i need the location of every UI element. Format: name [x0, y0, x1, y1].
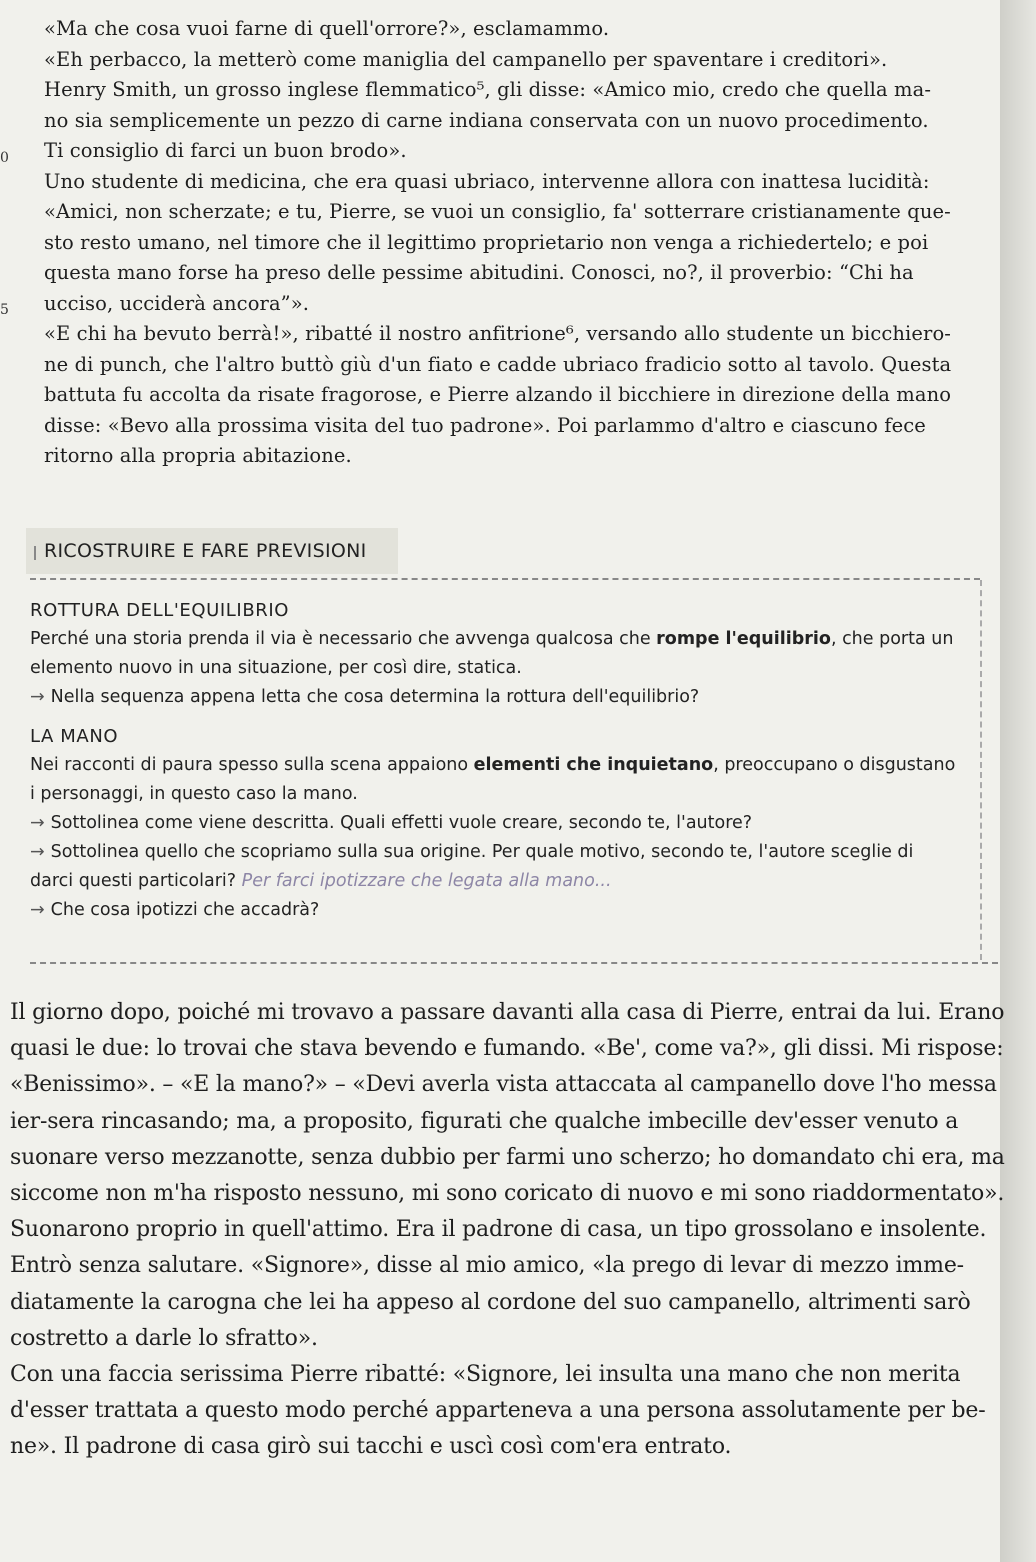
box-border-top	[30, 578, 980, 580]
text-line: «Eh perbacco, la metterò come maniglia del campanello per spaventare i creditori».	[44, 47, 888, 71]
story-excerpt-top	[44, 14, 974, 472]
text-line: ucciso, ucciderà ancora”».	[44, 291, 310, 315]
story-paragraph: Suonarono proprio in quell'attimo. Era il padrone di casa, un tipo grossolano e insolente. Entrò senza salutare. «Signore», disse al mio amico, «la prego di levar di mezzo imme-diatamente la carogna che lei ha appeso al cordone del suo campanello, altrimenti sarò costretto a darle lo sfratto».	[10, 1217, 987, 1351]
text-line: ritorno alla propria abitazione.	[44, 444, 352, 467]
tag-tick	[34, 546, 36, 560]
arrow-icon: →	[30, 842, 45, 862]
line-number: 5	[0, 302, 9, 318]
text-line: disse: «Bevo alla prossima visita del tuo padrone». Poi parlammo d'altro e ciascuno fece	[44, 413, 926, 437]
section-tag	[26, 528, 398, 574]
section-text: Nei racconti di paura spesso sulla scena appaiono elementi che inquietano, preoccupano o disgustano i personaggi, in questo caso la mano.	[30, 755, 956, 804]
text-line: «Ma che cosa vuoi farne di quell'orrore?», esclamammo.	[44, 17, 610, 40]
exercise-box	[30, 596, 960, 925]
text-line: sto resto umano, nel timore che il legittimo proprietario non venga a richiedertelo; e poi	[44, 230, 929, 254]
text-line: «E chi ha bevuto berrà!», ribatté il nostro anfitrione⁶, versando allo studente un bicchiero-	[44, 322, 951, 345]
arrow-icon: →	[30, 813, 45, 833]
text-line: Henry Smith, un grosso inglese flemmatico⁵, gli disse: «Amico mio, credo che quella ma-	[44, 78, 932, 101]
text-line: ne di punch, che l'altro buttò giù d'un fiato e cadde ubriaco fradicio sotto al tavolo. Questa	[44, 352, 952, 376]
section-title: LA MANO	[30, 726, 119, 747]
text-line: Ti consiglio di farci un buon brodo».	[44, 139, 407, 162]
question: → Sottolinea come viene descritta. Quali effetti vuole creare, secondo te, l'autore?	[30, 813, 753, 833]
section-tag-label: RICOSTRUIRE E FARE PREVISIONI	[44, 540, 367, 562]
handwritten-answer: Per farci ipotizzare che legata alla mano...	[241, 871, 612, 891]
story-paragraph: Con una faccia serissima Pierre ribatté: «Signore, lei insulta una mano che non merita d'esser trattata a questo modo perché apparteneva a una persona assolutamente per be-ne». Il padrone di casa girò sui tacchi e uscì così com'era entrato.	[10, 1362, 986, 1460]
question: → Che cosa ipotizzi che accadrà?	[30, 900, 320, 920]
text-line: «Amici, non scherzate; e tu, Pierre, se vuoi un consiglio, fa' sotterrare cristianamente que-	[44, 200, 951, 223]
line-number: 0	[0, 150, 9, 166]
section-title: ROTTURA DELL'EQUILIBRIO	[30, 600, 290, 621]
arrow-icon: →	[30, 900, 45, 920]
text-line: no sia semplicemente un pezzo di carne indiana conservata con un nuovo procedimento.	[44, 108, 929, 132]
text-line: battuta fu accolta da risate fragorose, e Pierre alzando il bicchiere in direzione della mano	[44, 383, 952, 406]
arrow-icon: →	[30, 687, 45, 707]
story-continuation	[10, 995, 1020, 1466]
story-paragraph: Il giorno dopo, poiché mi trovavo a passare davanti alla casa di Pierre, entrai da lui. Erano quasi le due: lo trovai che stava bevendo e fumando. «Be', come va?», gli dissi. Mi rispose: «Benissimo». – «E la mano?» – «Devi averla vista attaccata al campanello dove l'ho messa ier-sera rincasando; ma, a proposito, figurati che qualche imbecille dev'esser venuto a suonare verso mezzanotte, senza dubbio per farmi uno scherzo; ho domandato chi era, ma siccome non m'ha risposto nessuno, mi sono coricato di nuovo e mi sono riaddormentato».	[10, 1000, 1005, 1207]
text-line: Uno studente di medicina, che era quasi ubriaco, intervenne allora con inattesa lucidità:	[44, 169, 930, 193]
box-border-bottom	[30, 962, 998, 964]
box-border-right	[980, 580, 982, 960]
question: → Sottolinea quello che scopriamo sulla sua origine. Per quale motivo, secondo te, l'autore sceglie di darci questi particolari? Per farci ipotizzare che legata alla mano...	[30, 842, 914, 891]
text-line: questa mano forse ha preso delle pessime abitudini. Conosci, no?, il proverbio: “Chi ha	[44, 261, 914, 284]
question: → Nella sequenza appena letta che cosa determina la rottura dell'equilibrio?	[30, 687, 700, 707]
section-text: Perché una storia prenda il via è necessario che avvenga qualcosa che rompe l'equilibrio, che porta un elemento nuovo in una situazione, per così dire, statica.	[30, 629, 954, 678]
